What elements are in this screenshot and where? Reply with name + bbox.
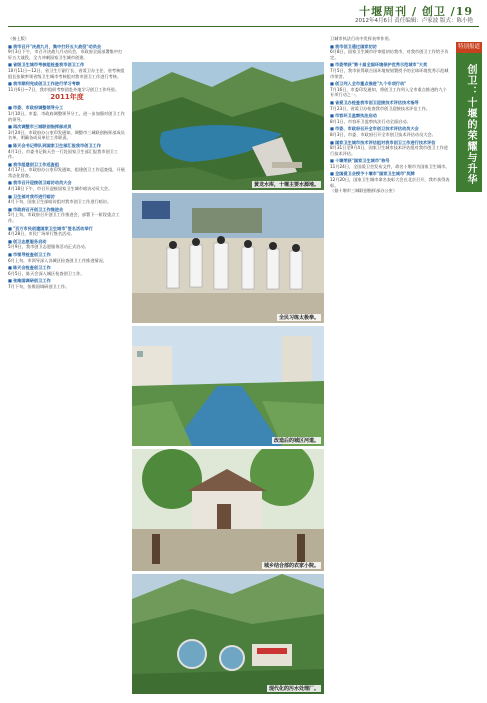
section-heading: ■ 市委荣获"第十届全国环境保护优秀示范城市"大奖 — [330, 62, 450, 68]
section-heading: ■ 市委、市政府调整领导分工 — [8, 105, 126, 111]
section-heading: ■ 我市召开"决战九月，集中打好五大战役"动员会 — [8, 44, 126, 50]
year-heading: 2011年度 — [50, 93, 84, 102]
masthead: 十堰周刊 / 创卫 /19 — [359, 5, 473, 18]
section-heading: ■ 卫生部对我市进行暗访 — [8, 194, 126, 200]
photo-caption: 全民习练太极拳。 — [278, 315, 319, 321]
section-heading: ■ 市委、市政府召开全市创卫技术评估动员大会 — [330, 126, 450, 132]
paragraph: 4月1日，市委书记陈天会一行赴国家卫生部汇报我市创卫工作。 — [8, 148, 119, 160]
river-image — [132, 326, 324, 446]
paragraph: 8月1日，市容环卫监察执法行动全面启动。 — [330, 118, 411, 124]
paragraph: 4月18日下午，市召开迎接国家卫生城市暗访动员大会。 — [8, 186, 113, 192]
paragraph: 1月10日，市委、市政府调整领导分工，进一步加强对创卫工作的领导。 — [8, 110, 125, 122]
paragraph: 9月3日下午，市召开决战九月动员会，市政府全面部署集中打好五大战役，全力冲刺国家卫生城市创建。 — [8, 49, 123, 60]
feature-title: 创卫：十堰的荣耀与升华 — [465, 64, 476, 185]
paragraph: 10月11日—12日，省卫生厅副厅长、省爱卫办主任、省考核组组长张敏率领省级卫生城市考核组对我市创卫工作进行考核。 — [8, 67, 125, 79]
paragraph: 5月9日，我市创卫志愿服务活动正式启动。 — [8, 244, 89, 250]
paragraph: 5月上旬，市政府召开创卫工作推进会，部署下一阶段重点工作。 — [8, 212, 120, 224]
section-heading: ■ "百万市民创建国家卫生城市"签名活动举行 — [8, 226, 126, 232]
section-heading: ■ 市容环卫监察执法启动 — [330, 113, 450, 119]
section-heading: ■ 市领导检查创卫工作 — [8, 252, 126, 258]
paragraph: 3月24日，市政府办公室印发通知，调整市三城联创指挥部成员名单，明确各成员单位工作职责。 — [8, 129, 125, 141]
photo-caption: 现代化的污水处理厂。 — [268, 686, 319, 692]
photo-caption: 黄龙水库，十堰主要水源地。 — [253, 182, 319, 188]
dateline: 2012年4月6日 责任编辑：卢家波 版式：陈小艳 — [355, 18, 473, 24]
section-heading: ■ 我市顺利完成创卫工作进行学习考察 — [8, 81, 126, 87]
photo-caption: 城乡结合部的农家小院。 — [263, 563, 319, 569]
section-heading: ■ 创卫志愿服务启动 — [8, 239, 126, 245]
page-number: 19 — [455, 5, 473, 18]
special-report-tag: 特别报道 — [456, 42, 482, 53]
reservoir-image — [132, 62, 324, 190]
taichi-image — [132, 193, 324, 323]
sewage-plant-image — [132, 574, 324, 694]
section-heading: ■ 陈天会书记带队到国家卫生部汇报我市创卫工作 — [8, 143, 126, 149]
photo-taichi — [132, 193, 324, 323]
section-heading: ■ 国家卫生城市技术评估组对我市创卫工作进行技术评估 — [330, 140, 450, 146]
paragraph: 8月3日，市委、市政府召开全市创卫技术评估动员大会。 — [330, 131, 436, 137]
paragraph: 4月下旬，国家卫生部暗访组对我市创卫工作进行暗访。 — [8, 199, 112, 205]
photo-column — [132, 62, 324, 694]
section-heading: ■ 省级卫生城市考核组检查我市创卫工作 — [8, 62, 126, 68]
masthead-name: 十堰周刊 — [359, 5, 408, 18]
paragraph: 4月17日，市政府办公室印发通知，组建创卫工作巡查组，开展常态化督查。 — [8, 167, 125, 178]
paragraph: 7月16日，市委印发通知，将创卫工作列入全市重点推进的九个专项行动之一。 — [330, 86, 447, 98]
paragraph: 6月8日，国家卫生城市评审组初访我市，对我市创卫工作给予肯定。 — [330, 49, 449, 60]
section-heading: ■ 市政府召开创卫工作推进会 — [8, 207, 126, 213]
section-name: 创卫 — [421, 5, 446, 18]
paragraph: 卫城市执法行动中发挥表率作用。 — [330, 36, 393, 41]
photo-sewage-plant — [132, 574, 324, 694]
paragraph: 6月5日，陈天会深入城区检查创卫工作。 — [8, 270, 85, 276]
paragraph: （据十堰市三城联创指挥部办公室） — [330, 188, 398, 194]
section-heading: ■ 我市创卫通过国家初访 — [330, 44, 450, 50]
photo-courtyard — [132, 449, 324, 571]
section-heading: ■ 创卫列入全市重点推进"九个专项行动" — [330, 81, 450, 87]
paragraph: 7月5日，我市获得联合国环境规划署授予的全球环境优秀示范城市荣誉。 — [330, 67, 449, 79]
paragraph: （接上版） — [8, 36, 29, 41]
header-rule — [8, 26, 479, 27]
photo-caption: 改造后的城区河道。 — [273, 438, 319, 444]
section-heading: ■ 十堰荣获"国家卫生城市"称号 — [330, 158, 450, 164]
courtyard-image — [132, 449, 324, 571]
section-heading: ■ 张维国调研创卫工作 — [8, 278, 126, 284]
section-heading: ■ 我市组建创卫工作巡查组 — [8, 162, 126, 168]
right-text-column — [330, 36, 450, 690]
section-heading: ■ 全国爱卫会授予十堰市"国家卫生城市"奖牌 — [330, 171, 450, 177]
photo-river — [132, 326, 324, 446]
section-heading: ■ 我市召开迎接创卫暗访动员大会 — [8, 180, 126, 186]
paragraph: 7月下旬，张维国调研创卫工作。 — [8, 283, 70, 289]
section-heading: ■ 再次调整市三城联创指挥部成员 — [8, 124, 126, 130]
left-text-column — [8, 36, 126, 690]
paragraph: 6月上旬，市领导深入各城区检查创卫工作推进情况。 — [8, 257, 107, 263]
paragraph: 8月31日至9月4日，国家卫生城市技术评估组对我市创卫工作进行技术评估。 — [330, 145, 449, 156]
paragraph: 11月6日—7日，我市组织考察团赴外地学习创卫工作经验。 — [8, 86, 120, 92]
paragraph: 4月28日，市民广场举行签名活动。 — [8, 231, 75, 237]
photo-reservoir — [132, 62, 324, 190]
paragraph: 11月24日，全国爱卫会发布文件，命名十堰市为国家卫生城市。 — [330, 163, 450, 169]
page-header — [0, 0, 487, 30]
paragraph: 7月23日，省爱卫办检查我市创卫迎接技术评估工作。 — [330, 105, 431, 111]
section-heading: ■ 省爱卫办检查我市创卫迎接技术评估技术指导 — [330, 100, 450, 106]
paragraph: 12月20日，国家卫生城市命名表彰大会在北京召开，我市获得表彰。 — [330, 177, 450, 188]
section-heading: ■ 陈天会检查创卫工作 — [8, 265, 126, 271]
